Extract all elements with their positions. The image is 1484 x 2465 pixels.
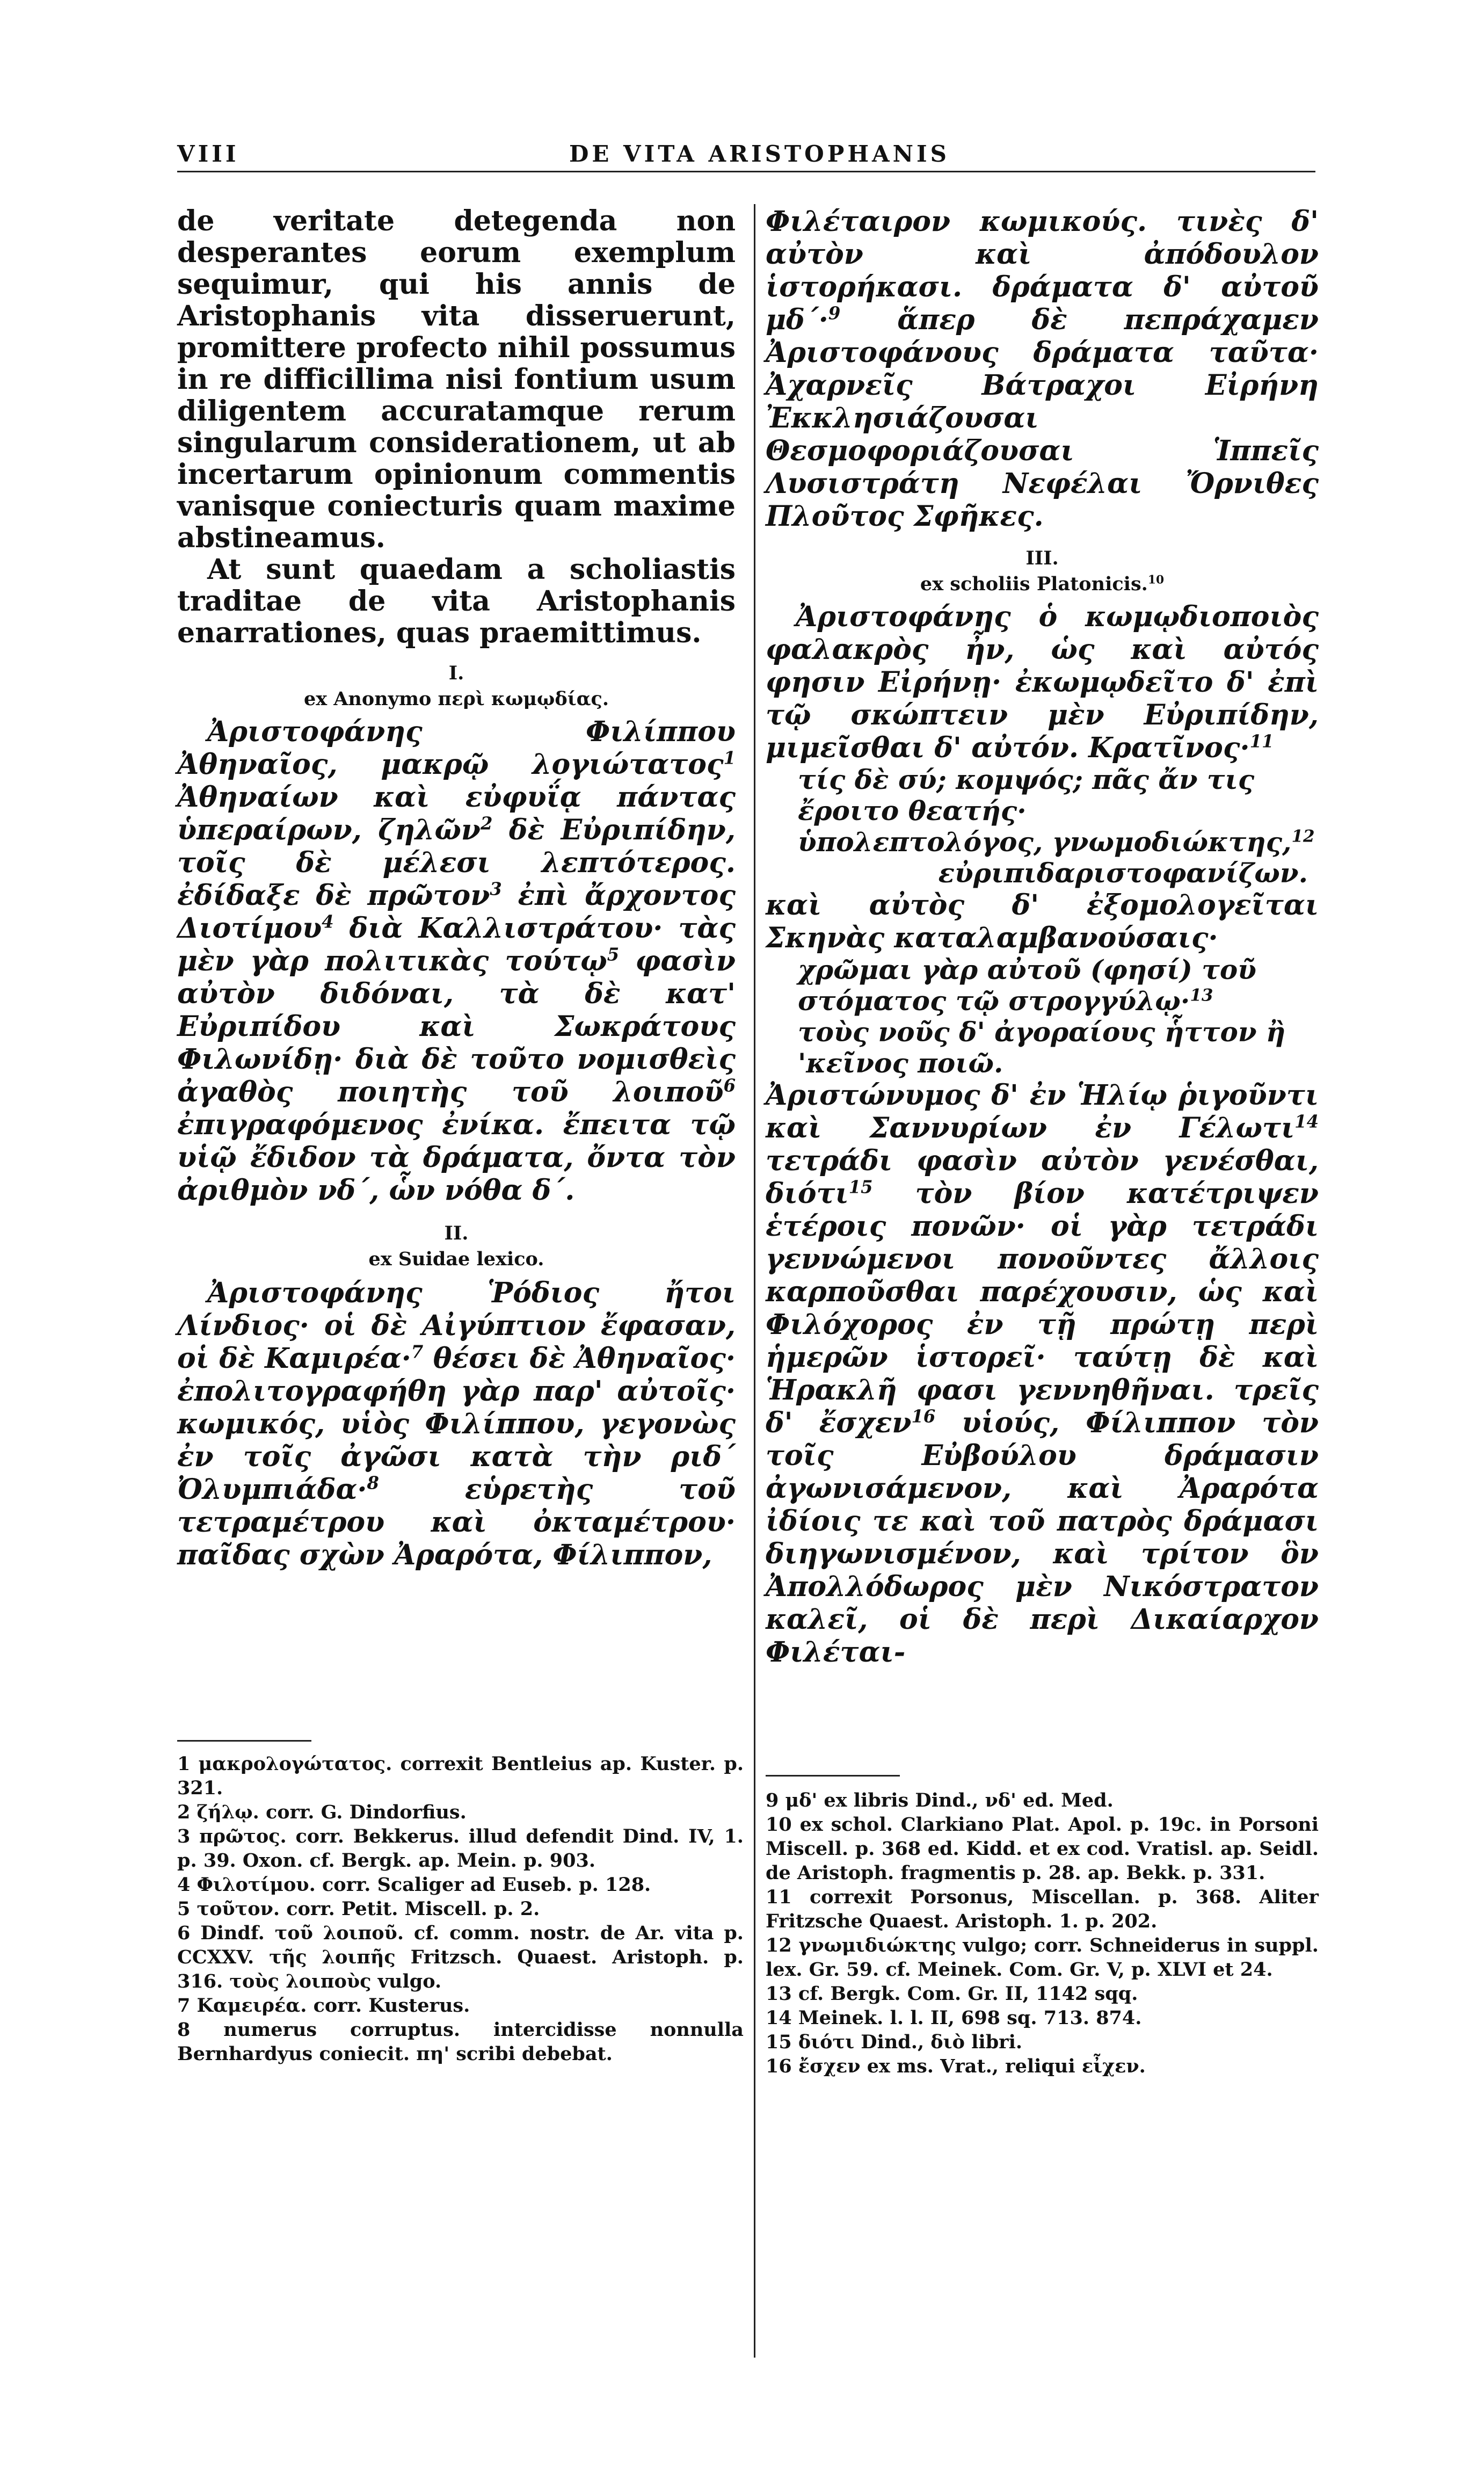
section-numeral: II.: [444, 1222, 469, 1244]
footnote: 5 τοῦτον. corr. Petit. Miscell. p. 2.: [177, 1898, 540, 1920]
intro-paragraph: de veritate detegenda non desperantes eorum exemplum sequimur, qui his annis de Aristophanis vita disseruerunt, promittere profecto nihil possumus in re difficillima nisi fontium usum diligentem accuratamque rerum singularum considerationem, ut ab incertarum opinionum commentis vanisque coniecturis quam maxime abstineamus.: [177, 205, 736, 554]
footnote-ref: 3: [490, 879, 502, 900]
footnote: 7 Καμειρέα. corr. Kusterus.: [177, 1995, 470, 2017]
section-numeral: I.: [448, 662, 464, 684]
suidas-text: Ἀριστοφάνης Ῥόδιος ἤτοι Λίνδιος· οἱ δὲ Αἰγύπτιον ἔφασαν, οἱ δὲ Καμιρέα·$^7$ θέσει δὲ Ἀθηναῖος· ἐπολιτογραφήθη γὰρ παρ' αὐτοῖς· κωμικός, υἱὸς Φιλίππου, γεγονὼς ἐν τοῖς ἀγῶσι κατὰ τὴν ριδ΄ Ὀλυμπιάδα·$^8$ εὑρετὴς τοῦ τετραμέτρου καὶ ὀκταμέτρου· παῖδας σχὼν Ἀραρότα, Φίλιππον,: [177, 1277, 736, 1571]
page-number: VIII: [177, 141, 239, 167]
footnote-ref: 2: [480, 813, 493, 834]
footnote-ref: 5: [607, 944, 620, 965]
section-source: ex Anonymo περὶ κωμῳδίας.: [303, 688, 609, 710]
continuation-text: Φιλέταιρον κωμικούς. τινὲς δ' αὐτὸν καὶ ἀπόδουλον ἱστορήκασι. δράματα δ' αὐτοῦ μδ΄·$^9$ ἅπερ δὲ πεπράχαμεν Ἀριστοφάνους δράματα ταῦτα· Ἀχαρνεῖς Βάτραχοι Εἰρήνη Ἐκκλησιάζουσαι Θεσμοφοριάζουσαι Ἱππεῖς Λυσιστράτη Νεφέλαι Ὄρνιθες Πλοῦτος Σφῆκες.: [766, 205, 1319, 533]
footnote: 9 μδ' ex libris Dind., νδ' ed. Med.: [766, 1789, 1114, 1811]
footnotes-left: [177, 1752, 744, 2066]
footnote: 6 Dindf. τοῦ λοιποῦ. cf. comm. nostr. de Ar. vita p. CCXXV. τῆς λοιπῆς Fritzsch. Quaest. Aristoph. p. 316. τοὺς λοιποὺς vulgo.: [177, 1922, 744, 1992]
footnote-ref: 8: [367, 1473, 379, 1494]
verse-line: εὐριπιδαριστοφανίζων.: [938, 857, 1308, 889]
footnote: 4 Φιλοτίμου. corr. Scaliger ad Euseb. p. 128.: [177, 1874, 651, 1896]
running-title: DE VITA ARISTOPHANIS: [569, 141, 950, 167]
scholia-text: Ἀριστοφάνης ὁ κωμῳδιοποιὸς φαλακρὸς ἦν, ὡς καὶ αὐτός φησιν Εἰρήνῃ· ἐκωμῳδεῖτο δ' ἐπὶ τῷ σκώπτειν μὲν Εὐριπίδην, μιμεῖσθαι δ' αὐτόν. Κρατῖνος·$^{11}$: [766, 600, 1319, 764]
column-divider: [754, 204, 755, 2358]
left-column: [177, 205, 736, 1571]
anonymous-text: Ἀριστοφάνης Φιλίππου Ἀθηναῖος, μακρῷ λογιώτατος$^1$ Ἀθηναίων καὶ εὐφυΐᾳ πάντας ὑπεραίρων, ζηλῶν$^2$ δὲ Εὐριπίδην, τοῖς δὲ μέλεσι λεπτότερος. ἐδίδαξε δὲ πρῶτον$^3$ ἐπὶ ἄρχοντος Διοτίμου$^4$ διὰ Καλλιστράτου· τὰς μὲν γὰρ πολιτικὰς τούτῳ$^5$ φασὶν αὐτὸν διδόναι, τὰ δὲ κατ' Εὐριπίδου καὶ Σωκράτους Φιλωνίδῃ· διὰ δὲ τοῦτο νομισθεὶς ἀγαθὸς ποιητὴς τοῦ λοιποῦ$^6$ ἐπιγραφόμενος ἐνίκα. ἔπειτα τῷ υἱῷ ἔδιδον τὰ δράματα, ὄντα τὸν ἀριθμὸν νδ΄, ὧν νόθα δ΄.: [177, 715, 736, 1207]
section-source: ex scholiis Platonicis.$^{10}$: [920, 573, 1165, 595]
footnote-rule: [177, 1740, 311, 1742]
footnote-ref: 6: [723, 1075, 736, 1096]
footnote-ref: 12: [1291, 827, 1315, 846]
verse-line: τίς δὲ σύ; κομψός; πᾶς ἄν τις ἔροιτο θεατής·: [798, 764, 1255, 827]
scholia-text: Ἀριστώνυμος δ' ἐν Ἡλίῳ ῥιγοῦντι καὶ Σαννυρίων ἐν Γέλωτι$^{14}$ τετράδι φασὶν αὐτὸν γενέσθαι, διότι$^{15}$ τὸν βίον κατέτριψεν ἑτέροις πονῶν· οἱ γὰρ τετράδι γεννώμενοι πονοῦντες ἄλλοις καρποῦσθαι παρέχουσιν, ὡς καὶ Φιλόχορος ἐν τῇ πρώτῃ περὶ ἡμερῶν ἱστορεῖ· ταύτῃ δὲ καὶ Ἡρακλῆ φασι γεννηθῆναι. τρεῖς δ' ἔσχεν$^{16}$ υἱούς, Φίλιππον τὸν τοῖς Εὐβούλου δράμασιν ἀγωνισάμενον, καὶ Ἀραρότα ἰδίοις τε καὶ τοῦ πατρὸς δράμασι διηγωνισμένον, καὶ τρίτον ὃν Ἀπολλόδωρος μὲν Νικόστρατον καλεῖ, οἱ δὲ περὶ Δικαίαρχον Φιλέται-: [766, 1079, 1319, 1669]
footnote-ref: 7: [411, 1342, 424, 1362]
footnote: 2 ζήλῳ. corr. G. Dindorfius.: [177, 1801, 467, 1823]
footnote-ref: 11: [1249, 731, 1274, 752]
footnote: 3 πρῶτος. corr. Bekkerus. illud defendit Dind. IV, 1. p. 39. Oxon. cf. Bergk. ap. Mein. p. 903.: [177, 1825, 744, 1872]
footnote-ref: 10: [1147, 573, 1165, 587]
footnote: 8 numerus corruptus. intercidisse nonnulla Bernhardyus coniecit. πη' scribi debebat.: [177, 2019, 744, 2065]
footnote-ref: 15: [848, 1177, 873, 1198]
footnote: 13 cf. Bergk. Com. Gr. II, 1142 sqq.: [766, 1983, 1138, 2005]
header-rule: [177, 171, 1315, 172]
footnote-ref: 13: [1190, 985, 1213, 1005]
footnote-ref: 14: [1294, 1111, 1319, 1132]
verse-line: χρῶμαι γὰρ αὐτοῦ (φησί) τοῦ στόματος τῷ στρογγύλῳ·$^{13}$: [798, 954, 1256, 1017]
footnote: 15 διότι Dind., διὸ libri.: [766, 2031, 1023, 2053]
footnote-ref: 1: [723, 748, 736, 769]
footnote-ref: 4: [322, 911, 334, 932]
verse-line: τοὺς νοῦς δ' ἀγοραίους ἧττον ἢ 'κεῖνος ποιῶ.: [798, 1016, 1286, 1079]
footnote-ref: 9: [828, 303, 841, 324]
right-column: [766, 205, 1319, 1669]
section-source: ex Suidae lexico.: [368, 1248, 544, 1270]
footnote: 1 μακρολογώτατος. correxit Bentleius ap. Kuster. p. 321.: [177, 1753, 744, 1799]
footnote: 10 ex schol. Clarkiano Plat. Apol. p. 19c. in Porsoni Miscell. p. 368 ed. Kidd. et ex cod. Vratisl. ap. Seidl. de Aristoph. fragmentis p. 28. ap. Bekk. p. 331.: [766, 1814, 1319, 1884]
scholia-text: καὶ αὐτὸς δ' ἐξομολογεῖται Σκηνὰς καταλαμβανούσαις·: [766, 889, 1319, 954]
footnote-rule: [766, 1775, 900, 1777]
footnote-ref: 16: [911, 1406, 936, 1427]
footnote: 16 ἔσχεν ex ms. Vrat., reliqui εἶχεν.: [766, 2055, 1146, 2077]
section-numeral: III.: [1025, 547, 1059, 569]
footnote: 12 γνωμιδιώκτης vulgo; corr. Schneiderus in suppl. lex. Gr. 59. cf. Meinek. Com. Gr. V, p. XLVI et 24.: [766, 1934, 1319, 1981]
footnote: 14 Meinek. l. l. II, 698 sq. 713. 874.: [766, 2007, 1142, 2029]
intro-paragraph-2: At sunt quaedam a scholiastis traditae de vita Aristophanis enarrationes, quas praemittimus.: [177, 553, 736, 649]
footnotes-right: [766, 1788, 1319, 2078]
verse-line: ὑπολεπτολόγος, γνωμοδιώκτης,$^{12}$: [798, 826, 1315, 858]
footnote: 11 correxit Porsonus, Miscellan. p. 368. Aliter Fritzsche Quaest. Aristoph. 1. p. 202.: [766, 1886, 1319, 1932]
